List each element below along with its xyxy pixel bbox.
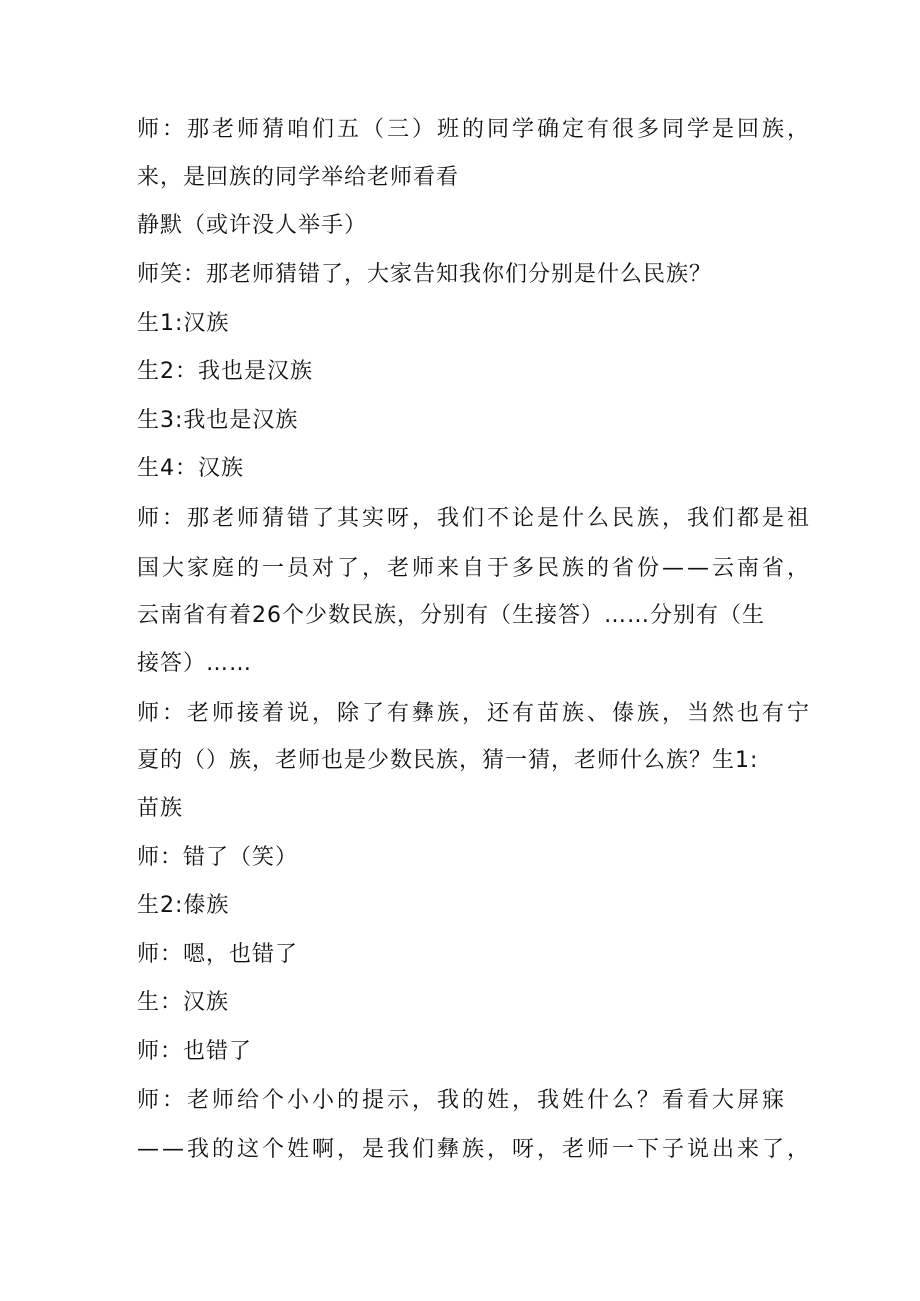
text-line: 生3:我也是汉族 [137, 408, 299, 433]
text-line: 师：那老师猜咱们五（三）班的同学确定有很多同学是回族， [137, 117, 813, 142]
text-line: 师：也错了 [137, 1039, 253, 1064]
text-line: 苗族 [137, 796, 184, 821]
text-line: 静默（或许没人举手） [137, 213, 368, 238]
text-line: 夏的（）族，老师也是少数民族，猜一猜，老师什么族？生1: [137, 748, 759, 773]
text-line: 师：错了（笑） [137, 845, 299, 870]
text-line: 师：嗯，也错了 [137, 942, 299, 967]
text-line: 师：老师给个小小的提示，我的姓，我姓什么？看看大屏寐 [137, 1088, 788, 1113]
text-line: 师笑：那老师猜错了，大家告知我你们分别是什么民族？ [137, 262, 713, 287]
text-line: 生2:傣族 [137, 893, 230, 918]
text-line: 来，是回族的同学举给老师看看 [137, 165, 460, 190]
text-line: 云南省有着26个少数民族，分别有（生接答）……分别有（生 [137, 603, 765, 628]
text-line: 生：汉族 [137, 990, 230, 1015]
text-line: ——我的这个姓啊，是我们彝族，呀，老师一下子说出来了， [137, 1137, 813, 1162]
text-line: 师：那老师猜错了其实呀，我们不论是什么民族，我们都是祖 [137, 506, 813, 531]
text-line: 师：老师接着说，除了有彝族，还有苗族、傣族，当然也有宁 [137, 701, 813, 726]
text-line: 生2：我也是汉族 [137, 359, 313, 384]
text-line: 接答）…… [137, 651, 253, 676]
text-line: 生4：汉族 [137, 456, 244, 481]
text-line: 生1:汉族 [137, 311, 230, 336]
text-line: 国大家庭的一员对了，老师来自于多民族的省份——云南省， [137, 556, 813, 581]
